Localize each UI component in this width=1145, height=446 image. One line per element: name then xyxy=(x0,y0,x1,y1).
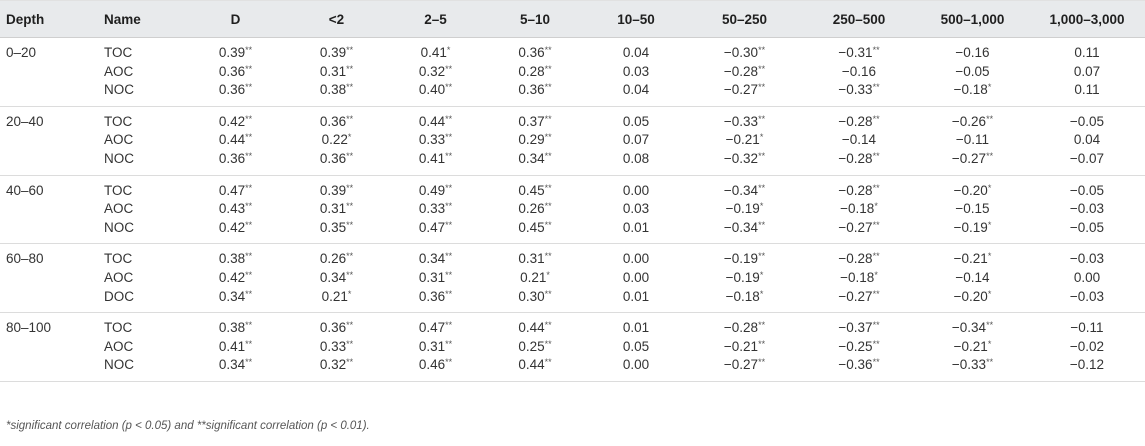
value-cell: −0.19** xyxy=(723,251,766,267)
value-cell: −0.28** xyxy=(838,251,880,267)
depth-cell-empty xyxy=(0,356,104,381)
value-cell: 0.47** xyxy=(418,320,453,336)
value-cell: 0.31** xyxy=(319,63,354,79)
value-cell: −0.34** xyxy=(723,182,766,198)
name-cell: TOC xyxy=(104,45,133,60)
value-cell: 0.33** xyxy=(418,201,453,217)
value-cell: −0.19* xyxy=(725,201,764,217)
table-row xyxy=(0,63,1145,82)
value-cell: 0.43** xyxy=(218,201,253,217)
depth-cell-empty xyxy=(0,63,104,82)
table-row xyxy=(0,38,1145,63)
header-250-500: 250–500 xyxy=(802,1,916,38)
table-row xyxy=(0,269,1145,288)
header-depth: Depth xyxy=(0,1,104,38)
value-cell: −0.27** xyxy=(802,219,916,244)
value-cell: −0.14 xyxy=(841,132,877,148)
value-cell: 0.44** xyxy=(418,113,453,129)
value-cell: 0.41* xyxy=(420,45,451,60)
value-cell: 0.21* xyxy=(520,269,550,285)
depth-cell-empty xyxy=(0,338,104,357)
value-cell: 0.34** xyxy=(184,356,287,381)
value-cell: −0.21** xyxy=(723,338,766,354)
value-cell: −0.20* xyxy=(953,182,992,198)
value-cell: 0.26** xyxy=(518,201,552,217)
value-cell: −0.05 xyxy=(1029,219,1145,244)
value-cell: 0.45** xyxy=(485,219,585,244)
table-row xyxy=(0,288,1145,313)
value-cell: −0.20* xyxy=(916,288,1029,313)
value-cell: −0.03 xyxy=(1069,201,1105,217)
value-cell: 0.38** xyxy=(287,81,386,106)
value-cell: 0.44** xyxy=(485,356,585,381)
header-10-50: 10–50 xyxy=(585,1,687,38)
value-cell: −0.27** xyxy=(687,81,802,106)
value-cell: −0.19* xyxy=(916,219,1029,244)
header-row xyxy=(0,1,1145,38)
header-5-10: 5–10 xyxy=(485,1,585,38)
value-cell: 0.36** xyxy=(184,150,287,175)
value-cell: 0.29** xyxy=(518,132,552,148)
value-cell: 0.36** xyxy=(218,63,253,79)
value-cell: −0.05 xyxy=(1069,182,1105,198)
value-cell: 0.36** xyxy=(319,320,354,336)
depth-cell-empty xyxy=(0,288,104,313)
depth-cell: 0–20 xyxy=(6,45,37,60)
value-cell: 0.32** xyxy=(418,63,453,79)
value-cell: 0.26** xyxy=(319,251,354,267)
value-cell: −0.28** xyxy=(838,182,880,198)
value-cell: 0.39** xyxy=(218,45,253,60)
value-cell: 0.05 xyxy=(622,338,650,354)
depth-cell: 20–40 xyxy=(6,113,44,129)
value-cell: −0.18* xyxy=(840,269,878,285)
depth-cell: 60–80 xyxy=(6,251,44,267)
table-row xyxy=(0,131,1145,150)
depth-cell-empty xyxy=(0,131,104,150)
value-cell: −0.31** xyxy=(838,45,880,60)
value-cell: −0.36** xyxy=(802,356,916,381)
value-cell: 0.22* xyxy=(321,132,352,148)
value-cell: 0.31** xyxy=(418,338,453,354)
value-cell: 0.45** xyxy=(518,182,552,198)
header-lt2: <2 xyxy=(287,1,386,38)
value-cell: 0.36** xyxy=(386,288,485,313)
value-cell: −0.32** xyxy=(687,150,802,175)
value-cell: −0.28** xyxy=(802,150,916,175)
value-cell: 0.03 xyxy=(622,201,650,217)
value-cell: 0.44** xyxy=(218,132,253,148)
value-cell: −0.21* xyxy=(953,251,992,267)
value-cell: 0.35** xyxy=(287,219,386,244)
name-cell: NOC xyxy=(104,150,184,175)
value-cell: 0.38** xyxy=(218,251,253,267)
value-cell: −0.18* xyxy=(840,201,878,217)
value-cell: 0.47** xyxy=(386,219,485,244)
value-cell: 0.01 xyxy=(622,320,650,336)
value-cell: 0.04 xyxy=(585,81,687,106)
value-cell: 0.25** xyxy=(518,338,552,354)
value-cell: 0.37** xyxy=(518,113,552,129)
depth-cell: 80–100 xyxy=(6,320,52,336)
name-cell: AOC xyxy=(104,132,134,148)
value-cell: 0.39** xyxy=(319,182,354,198)
value-cell: −0.11 xyxy=(1070,320,1104,336)
value-cell: −0.28** xyxy=(723,63,766,79)
value-cell: 0.44** xyxy=(518,320,552,336)
value-cell: −0.28** xyxy=(838,113,880,129)
value-cell: −0.03 xyxy=(1069,251,1105,267)
value-cell: 0.42** xyxy=(218,113,253,129)
value-cell: 0.31** xyxy=(319,201,354,217)
value-cell: 0.41** xyxy=(386,150,485,175)
value-cell: 0.05 xyxy=(622,113,650,129)
table-row xyxy=(0,244,1145,269)
table-row xyxy=(0,150,1145,175)
footnote: *significant correlation (p < 0.05) and **significant correlation (p < 0.01). xyxy=(6,420,370,432)
value-cell: −0.15 xyxy=(955,201,990,217)
value-cell: −0.18* xyxy=(916,81,1029,106)
value-cell: 0.36** xyxy=(287,150,386,175)
value-cell: −0.37** xyxy=(838,320,880,336)
value-cell: −0.26** xyxy=(951,113,994,129)
table-row xyxy=(0,313,1145,338)
header-2-5: 2–5 xyxy=(386,1,485,38)
table-row xyxy=(0,200,1145,219)
value-cell: 0.04 xyxy=(622,45,650,60)
depth-cell-empty xyxy=(0,219,104,244)
value-cell: −0.16 xyxy=(841,63,877,79)
depth-cell-empty xyxy=(0,200,104,219)
table-body xyxy=(0,38,1145,382)
value-cell: −0.27** xyxy=(916,150,1029,175)
value-cell: 0.41** xyxy=(218,338,253,354)
value-cell: 0.36** xyxy=(319,113,354,129)
value-cell: −0.27** xyxy=(687,356,802,381)
value-cell: −0.05 xyxy=(955,63,990,79)
value-cell: 0.49** xyxy=(418,182,453,198)
value-cell: 0.30** xyxy=(485,288,585,313)
name-cell: TOC xyxy=(104,182,133,198)
value-cell: 0.47** xyxy=(218,182,253,198)
value-cell: −0.03 xyxy=(1029,288,1145,313)
name-cell: AOC xyxy=(104,63,134,79)
value-cell: 0.21* xyxy=(287,288,386,313)
value-cell: −0.05 xyxy=(1069,113,1105,129)
value-cell: 0.00 xyxy=(622,269,650,285)
value-cell: 0.31** xyxy=(518,251,552,267)
name-cell: AOC xyxy=(104,201,134,217)
value-cell: −0.33** xyxy=(802,81,916,106)
value-cell: −0.18* xyxy=(687,288,802,313)
header-d: D xyxy=(184,1,287,38)
value-cell: −0.11 xyxy=(955,132,990,148)
value-cell: 0.01 xyxy=(585,288,687,313)
value-cell: 0.04 xyxy=(1073,132,1101,148)
name-cell: AOC xyxy=(104,269,134,285)
value-cell: 0.01 xyxy=(585,219,687,244)
name-cell: NOC xyxy=(104,356,184,381)
value-cell: 0.34** xyxy=(485,150,585,175)
value-cell: −0.33** xyxy=(723,113,766,129)
value-cell: 0.39** xyxy=(319,45,354,60)
name-cell: NOC xyxy=(104,219,184,244)
value-cell: 0.36** xyxy=(518,45,552,60)
value-cell: −0.34** xyxy=(687,219,802,244)
value-cell: 0.28** xyxy=(518,63,552,79)
table-row xyxy=(0,356,1145,381)
value-cell: −0.30** xyxy=(723,45,766,60)
value-cell: 0.11 xyxy=(1029,81,1145,106)
value-cell: −0.02 xyxy=(1069,338,1105,354)
table-row xyxy=(0,81,1145,106)
depth-cell-empty xyxy=(0,81,104,106)
value-cell: 0.46** xyxy=(386,356,485,381)
value-cell: 0.38** xyxy=(218,320,253,336)
value-cell: 0.31** xyxy=(418,269,453,285)
value-cell: 0.33** xyxy=(418,132,453,148)
value-cell: 0.00 xyxy=(622,182,650,198)
name-cell: DOC xyxy=(104,288,184,313)
value-cell: −0.16 xyxy=(955,45,990,60)
table-row xyxy=(0,106,1145,131)
value-cell: −0.12 xyxy=(1029,356,1145,381)
depth-cell-empty xyxy=(0,150,104,175)
value-cell: 0.00 xyxy=(622,251,650,267)
name-cell: TOC xyxy=(104,320,133,336)
header-name: Name xyxy=(104,1,184,38)
value-cell: −0.14 xyxy=(955,269,990,285)
value-cell: 0.00 xyxy=(1073,269,1101,285)
value-cell: −0.21* xyxy=(953,338,992,354)
value-cell: −0.34** xyxy=(951,320,994,336)
name-cell: NOC xyxy=(104,81,184,106)
value-cell: 0.33** xyxy=(319,338,354,354)
value-cell: 0.32** xyxy=(287,356,386,381)
value-cell: 0.08 xyxy=(585,150,687,175)
header-1000-3000: 1,000–3,000 xyxy=(1029,1,1145,38)
table-row xyxy=(0,338,1145,357)
value-cell: 0.07 xyxy=(622,132,650,148)
value-cell: −0.28** xyxy=(723,320,766,336)
value-cell: 0.11 xyxy=(1074,45,1100,60)
value-cell: 0.42** xyxy=(184,219,287,244)
header-500-1000: 500–1,000 xyxy=(916,1,1029,38)
value-cell: −0.25** xyxy=(838,338,880,354)
value-cell: 0.34** xyxy=(319,269,354,285)
depth-cell-empty xyxy=(0,269,104,288)
value-cell: −0.07 xyxy=(1029,150,1145,175)
value-cell: −0.19* xyxy=(725,269,764,285)
header-50-250: 50–250 xyxy=(687,1,802,38)
value-cell: 0.40** xyxy=(386,81,485,106)
value-cell: 0.36** xyxy=(184,81,287,106)
table-row xyxy=(0,219,1145,244)
table-row xyxy=(0,175,1145,200)
name-cell: AOC xyxy=(104,338,134,354)
depth-cell: 40–60 xyxy=(6,182,44,198)
value-cell: 0.42** xyxy=(218,269,253,285)
name-cell: TOC xyxy=(104,113,133,129)
value-cell: 0.03 xyxy=(622,63,650,79)
value-cell: 0.07 xyxy=(1073,63,1101,79)
value-cell: 0.36** xyxy=(485,81,585,106)
value-cell: −0.21* xyxy=(725,132,764,148)
value-cell: −0.33** xyxy=(916,356,1029,381)
value-cell: −0.27** xyxy=(802,288,916,313)
value-cell: 0.34** xyxy=(418,251,453,267)
value-cell: 0.00 xyxy=(585,356,687,381)
value-cell: 0.34** xyxy=(184,288,287,313)
name-cell: TOC xyxy=(104,251,133,267)
